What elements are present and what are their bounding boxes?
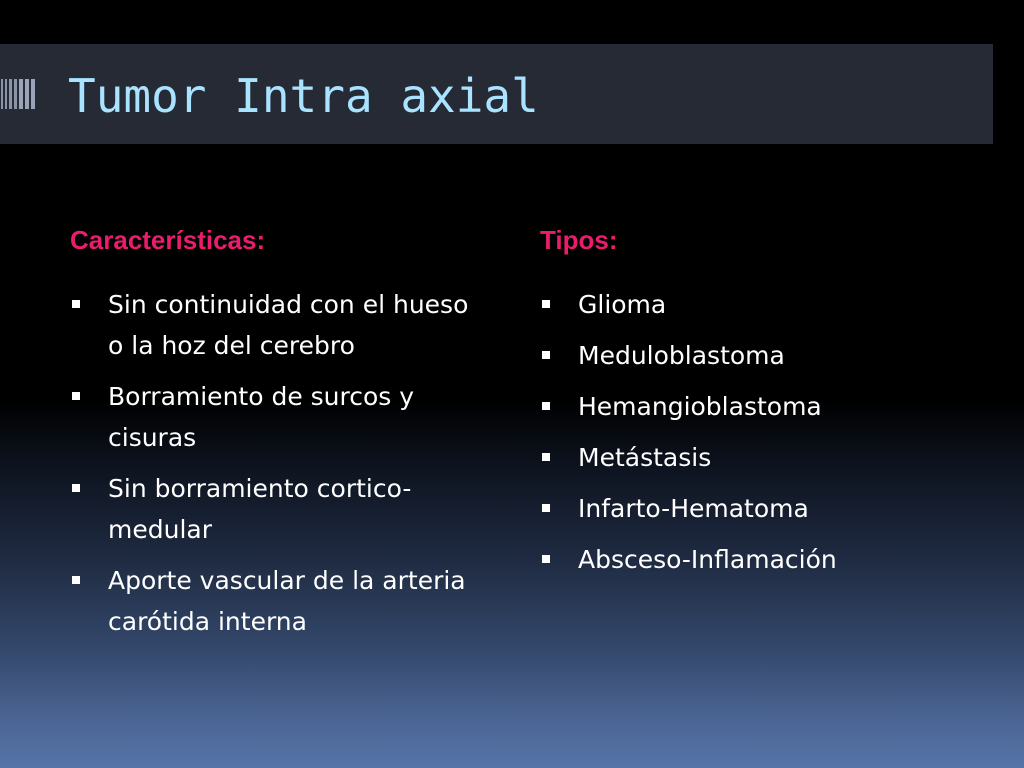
list-item <box>70 560 490 642</box>
list-item-text: Meduloblastoma <box>578 341 785 370</box>
square-bullet-icon <box>72 484 80 492</box>
square-bullet-icon <box>542 555 550 563</box>
list-item-text: Sin borramiento cortico-medular <box>108 474 412 544</box>
types-list <box>540 284 960 580</box>
list-item-text: Hemangioblastoma <box>578 392 822 421</box>
list-item <box>540 284 960 325</box>
characteristics-column <box>70 222 490 652</box>
slide-title: Tumor Intra axial <box>68 69 539 123</box>
types-heading: Tipos: <box>540 225 618 255</box>
title-bar <box>0 44 993 144</box>
square-bullet-icon <box>542 351 550 359</box>
square-bullet-icon <box>542 453 550 461</box>
square-bullet-icon <box>542 402 550 410</box>
list-item-text: Absceso-Inflamación <box>578 545 837 574</box>
square-bullet-icon <box>542 300 550 308</box>
characteristics-heading: Características: <box>70 225 266 255</box>
square-bullet-icon <box>72 576 80 584</box>
list-item <box>540 386 960 427</box>
list-item <box>70 468 490 550</box>
list-item-text: Glioma <box>578 290 667 319</box>
square-bullet-icon <box>542 504 550 512</box>
list-item <box>540 488 960 529</box>
list-item <box>540 335 960 376</box>
list-item-text: Metástasis <box>578 443 712 472</box>
list-item <box>540 437 960 478</box>
list-item <box>70 284 490 366</box>
list-item <box>70 376 490 458</box>
list-item-text: Borramiento de surcos y cisuras <box>108 382 415 452</box>
characteristics-list <box>70 284 490 642</box>
list-item-text: Infarto-Hematoma <box>578 494 809 523</box>
square-bullet-icon <box>72 300 80 308</box>
square-bullet-icon <box>72 392 80 400</box>
types-column <box>540 222 960 590</box>
list-item-text: Aporte vascular de la arteria carótida interna <box>108 566 466 636</box>
list-item-text: Sin continuidad con el hueso o la hoz del cerebro <box>108 290 469 360</box>
list-item <box>540 539 960 580</box>
striped-bar-icon <box>0 77 36 111</box>
